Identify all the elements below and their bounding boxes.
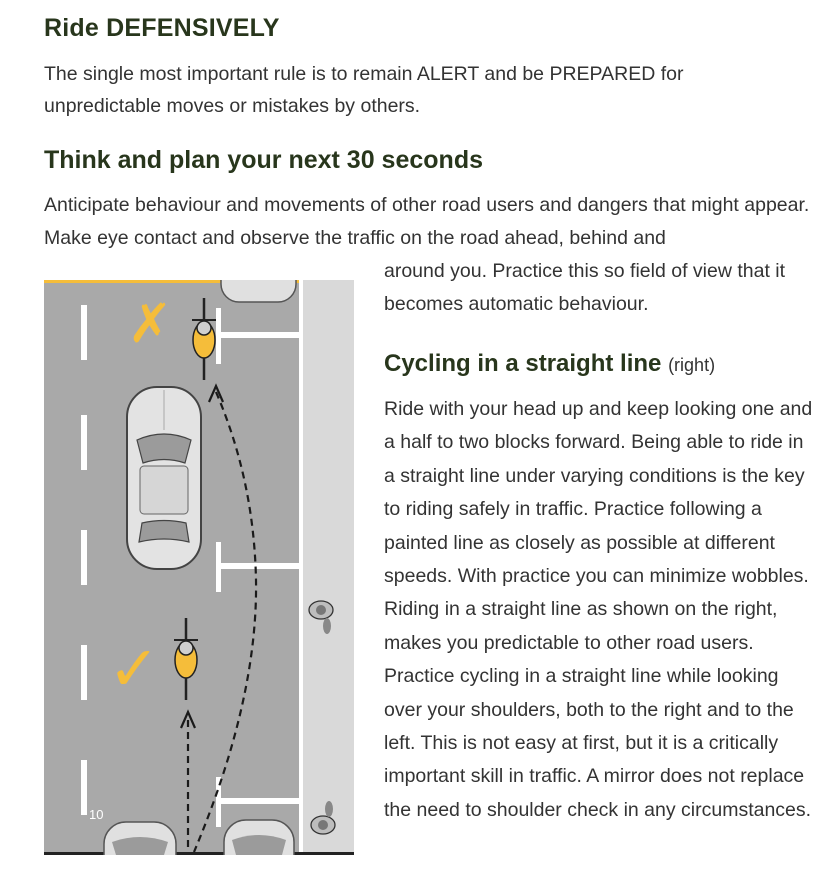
heading-cycling-straight-line-text: Cycling in a straight line [384, 350, 662, 377]
paragraph-cycling-straight-line: Ride with your head up and keep looking one and a half to two blocks forward. Being able to ride in a straight line under varying conditions is the key to riding safely in traffic. Practice following a painted line as closely as possible at different speeds. With practice you can minimize wobbles. Riding in a straight line as shown on the right, makes you predictable to other road users. Practice cycling in a straight line while looking over your shoulders, both to the right and to the left. This is not easy at first, but it is a critically important skill in traffic. A mirror does not replace the need to shoulder check in any circumstances. [384, 398, 813, 821]
paragraph-think-and-plan-part1: Anticipate behaviour and movements of other road users and dangers that might appear. Make eye contact and observe the traffic on the road ahead, behind and [44, 194, 810, 249]
heading-think-and-plan: Think and plan your next 30 seconds [44, 146, 483, 174]
car-icon [127, 387, 201, 569]
road-illustration [44, 280, 354, 855]
page-number: 10 [89, 807, 104, 822]
sidewalk [303, 280, 354, 855]
wrong-x-icon: ✗ [127, 292, 173, 355]
parked-car-bottom [224, 820, 294, 855]
bottom-edge [44, 852, 354, 855]
paragraph-ride-defensively: The single most important rule is to remain ALERT and be PREPARED for unpredictable moves or mistakes by others. [44, 63, 684, 117]
heading-note-right: (right) [668, 355, 716, 375]
parked-car-bottom-left [104, 822, 176, 855]
right-check-icon: ✓ [108, 632, 160, 705]
heading-cycling-straight-line [384, 350, 715, 378]
heading-ride-defensively: Ride DEFENSIVELY [44, 14, 280, 42]
paragraph-think-and-plan-part2: around you. Practice this so field of view that it becomes automatic behaviour. [384, 260, 786, 315]
parked-car-top [221, 280, 296, 302]
